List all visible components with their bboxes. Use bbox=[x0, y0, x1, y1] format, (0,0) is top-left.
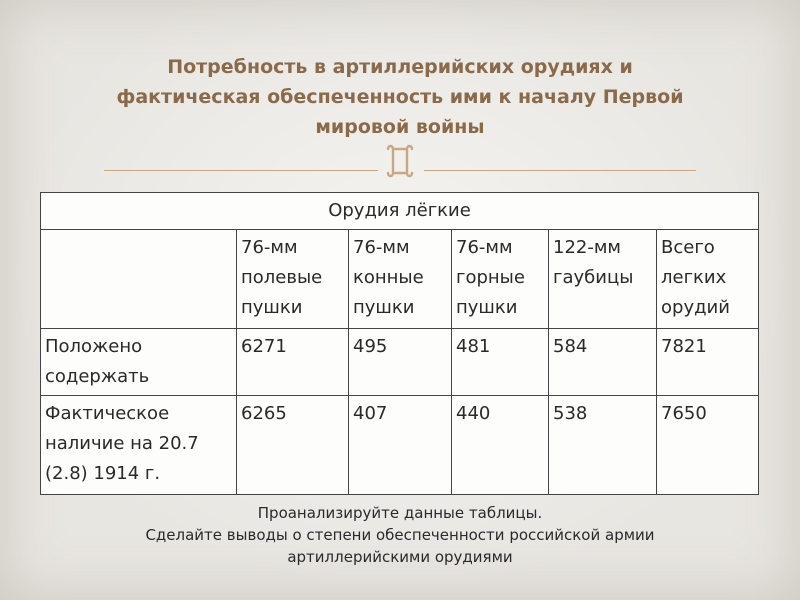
row-label: Фактическое наличие на 20.7 (2.8) 1914 г. bbox=[41, 396, 237, 495]
column-header: 76-мм конные пушки bbox=[349, 230, 452, 329]
title-divider-right bbox=[424, 170, 696, 171]
footer-line-2: Сделайте выводы о степени обеспеченности российской армии bbox=[145, 526, 655, 544]
table-cell: 584 bbox=[549, 329, 657, 396]
task-instructions bbox=[80, 502, 720, 568]
row-header-corner bbox=[41, 230, 237, 329]
column-header: 122-мм гаубицы bbox=[549, 230, 657, 329]
table-cell: 440 bbox=[452, 396, 549, 495]
row-label: Положено содержать bbox=[41, 329, 237, 396]
table-cell: 7650 bbox=[657, 396, 759, 495]
column-header: Всего легких орудий bbox=[657, 230, 759, 329]
footer-line-1: Проанализируйте данные таблицы. bbox=[257, 504, 543, 522]
title-line-1: Потребность в артиллерийских орудиях и bbox=[167, 56, 633, 78]
table-cell: 481 bbox=[452, 329, 549, 396]
table-cell: 7821 bbox=[657, 329, 759, 396]
table-cell: 407 bbox=[349, 396, 452, 495]
artillery-table bbox=[40, 192, 759, 495]
table-cell: 6265 bbox=[237, 396, 349, 495]
slide-title bbox=[60, 52, 740, 142]
group-header-cell: Орудия лёгкие bbox=[41, 193, 759, 230]
table-cell: 538 bbox=[549, 396, 657, 495]
title-divider-left bbox=[104, 170, 378, 171]
scroll-ornament-icon bbox=[380, 141, 420, 181]
column-header: 76-мм горные пушки bbox=[452, 230, 549, 329]
table-column-header-row bbox=[41, 230, 759, 329]
table-row bbox=[41, 396, 759, 495]
table-group-header-row bbox=[41, 193, 759, 230]
footer-line-3: артиллерийскими орудиями bbox=[287, 548, 513, 566]
table-cell: 495 bbox=[349, 329, 452, 396]
title-line-2: фактическая обеспеченность ими к началу Первой bbox=[116, 86, 684, 108]
title-line-3: мировой войны bbox=[315, 116, 485, 138]
table-row bbox=[41, 329, 759, 396]
table-cell: 6271 bbox=[237, 329, 349, 396]
column-header: 76-мм полевые пушки bbox=[237, 230, 349, 329]
